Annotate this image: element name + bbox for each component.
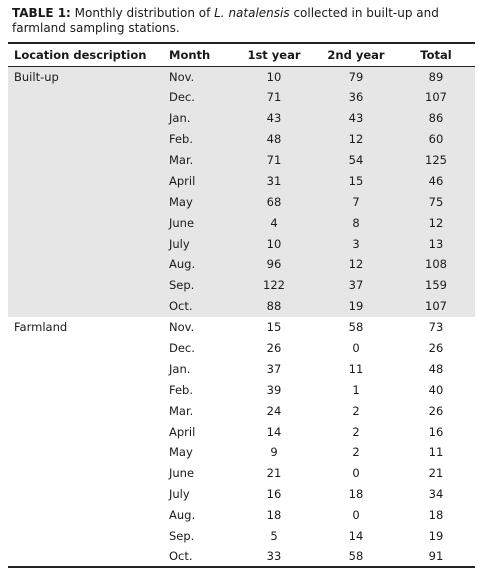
table-row (8, 421, 475, 442)
location-cell (8, 400, 163, 421)
year2-cell: 8 (315, 212, 397, 233)
year1-cell: 37 (266, 361, 282, 376)
total-cell: 107 (397, 87, 475, 108)
month-cell: Sep. (163, 275, 233, 296)
table-row (8, 296, 475, 317)
year2-cell: 14 (348, 529, 364, 544)
month-cell: May (169, 445, 193, 460)
total-cell: 125 (397, 150, 475, 171)
month-cell: April (163, 170, 233, 191)
total-cell: 108 (397, 254, 475, 275)
month-cell: Aug. (163, 254, 233, 275)
table-row (8, 129, 475, 150)
year2-cell: 12 (315, 254, 397, 275)
year2-cell: 0 (352, 508, 360, 523)
location-cell (8, 212, 163, 233)
caption-text-post: collected in built-up and farmland sampling stations. (12, 6, 439, 35)
location-cell (8, 379, 163, 400)
year1-cell: 18 (266, 508, 282, 523)
total-cell: 21 (428, 466, 444, 481)
year2-cell: 2 (352, 445, 360, 460)
year1-cell: 48 (233, 129, 315, 150)
location-cell (8, 546, 163, 567)
year2-cell: 36 (315, 87, 397, 108)
month-cell: Oct. (163, 546, 233, 567)
year1-cell: 96 (233, 254, 315, 275)
year2-cell: 3 (315, 233, 397, 254)
year2-cell: 12 (315, 129, 397, 150)
total-cell: 40 (428, 382, 444, 397)
year1-cell: 5 (270, 529, 278, 544)
location-cell (8, 275, 163, 296)
location-cell (8, 150, 163, 171)
year2-cell: 43 (315, 108, 397, 129)
year1-cell: 31 (233, 170, 315, 191)
year2-cell: 11 (348, 361, 364, 376)
year1-cell: 9 (270, 445, 278, 460)
total-cell: 46 (397, 170, 475, 191)
total-cell: 26 (428, 341, 444, 356)
table-row (8, 379, 475, 400)
table-row (8, 546, 475, 567)
total-cell: 86 (397, 108, 475, 129)
year1-cell: 15 (266, 320, 282, 335)
year1-cell: 10 (233, 66, 315, 87)
year1-cell: 4 (233, 212, 315, 233)
total-cell: 159 (397, 275, 475, 296)
year1-cell: 39 (266, 382, 282, 397)
table-row (8, 275, 475, 296)
table-row (8, 505, 475, 526)
year2-cell: 2 (352, 403, 360, 418)
table-row (8, 317, 475, 338)
month-cell: Jan. (163, 108, 233, 129)
table-row (8, 150, 475, 171)
year1-cell: 71 (233, 87, 315, 108)
month-cell: Sep. (169, 529, 195, 544)
total-cell: 19 (428, 529, 444, 544)
total-cell: 60 (397, 129, 475, 150)
year1-cell: 26 (266, 341, 282, 356)
year1-cell: 88 (233, 296, 315, 317)
group-farmland (8, 317, 475, 568)
year1-cell: 14 (266, 424, 282, 439)
year2-cell: 54 (315, 150, 397, 171)
total-cell: 12 (397, 212, 475, 233)
location-cell (8, 170, 163, 191)
table-row (8, 442, 475, 463)
location-cell (8, 358, 163, 379)
total-cell: 73 (428, 320, 444, 335)
year2-cell: 19 (315, 296, 397, 317)
year2-cell: 58 (348, 320, 364, 335)
location-cell (8, 463, 163, 484)
month-cell: June (169, 466, 195, 481)
month-cell: Jan. (169, 361, 191, 376)
month-cell: Feb. (169, 382, 194, 397)
year1-cell: 16 (266, 487, 282, 502)
total-cell: 34 (428, 487, 444, 502)
total-cell: 16 (428, 424, 444, 439)
table-caption (12, 6, 472, 36)
table-row (8, 170, 475, 191)
table-row (8, 233, 475, 254)
year2-cell: 79 (315, 66, 397, 87)
header-row (8, 43, 475, 66)
location-cell (8, 526, 163, 547)
distribution-table (8, 42, 475, 568)
month-cell: Mar. (169, 403, 194, 418)
year1-cell: 68 (233, 191, 315, 212)
month-cell: Nov. (163, 66, 233, 87)
year2-cell: 58 (315, 546, 397, 567)
table-row (8, 212, 475, 233)
total-cell: 75 (397, 191, 475, 212)
table-row (8, 191, 475, 212)
header-year1: 1st year (233, 43, 315, 66)
month-cell: Dec. (163, 87, 233, 108)
location-cell (8, 87, 163, 108)
total-cell: 48 (428, 361, 444, 376)
header-location: Location description (8, 43, 163, 66)
month-cell: July (169, 487, 190, 502)
location-cell (8, 254, 163, 275)
year1-cell: 43 (233, 108, 315, 129)
table-row (8, 108, 475, 129)
table-row (8, 87, 475, 108)
caption-species: L. natalensis (214, 6, 290, 20)
month-cell: Nov. (169, 320, 195, 335)
table-row (8, 526, 475, 547)
table-row (8, 358, 475, 379)
year2-cell: 18 (348, 487, 364, 502)
total-cell: 13 (397, 233, 475, 254)
location-cell (8, 421, 163, 442)
table-row (8, 484, 475, 505)
year1-cell: 33 (233, 546, 315, 567)
table-row (8, 254, 475, 275)
year1-cell: 10 (233, 233, 315, 254)
location-cell (8, 442, 163, 463)
total-cell: 107 (397, 296, 475, 317)
year2-cell: 15 (315, 170, 397, 191)
table-row (8, 338, 475, 359)
table-row (8, 400, 475, 421)
year2-cell: 0 (352, 341, 360, 356)
total-cell: 18 (428, 508, 444, 523)
location-cell: Built-up (8, 66, 163, 87)
year2-cell: 7 (315, 191, 397, 212)
month-cell: June (163, 212, 233, 233)
year1-cell: 71 (233, 150, 315, 171)
location-cell (8, 233, 163, 254)
table-row (8, 463, 475, 484)
location-cell (8, 505, 163, 526)
month-cell: Oct. (163, 296, 233, 317)
total-cell: 89 (397, 66, 475, 87)
location-cell: Farmland (14, 320, 68, 335)
year2-cell: 37 (315, 275, 397, 296)
location-cell (8, 108, 163, 129)
year1-cell: 24 (266, 403, 282, 418)
location-cell (8, 296, 163, 317)
location-cell (8, 129, 163, 150)
total-cell: 91 (397, 546, 475, 567)
month-cell: May (163, 191, 233, 212)
month-cell: Feb. (163, 129, 233, 150)
month-cell: Mar. (163, 150, 233, 171)
location-cell (8, 484, 163, 505)
header-month: Month (163, 43, 233, 66)
month-cell: July (163, 233, 233, 254)
month-cell: Dec. (169, 341, 195, 356)
month-cell: April (169, 424, 196, 439)
location-cell (8, 191, 163, 212)
year1-cell: 122 (233, 275, 315, 296)
group-built-up (8, 66, 475, 317)
caption-text-pre: Monthly distribution of (70, 6, 215, 20)
month-cell: Aug. (169, 508, 196, 523)
caption-label: TABLE 1: (12, 6, 71, 20)
total-cell: 11 (428, 445, 444, 460)
header-total: Total (397, 43, 475, 66)
year2-cell: 0 (352, 466, 360, 481)
location-cell (8, 338, 163, 359)
table-row (8, 66, 475, 87)
header-year2: 2nd year (315, 43, 397, 66)
total-cell: 26 (428, 403, 444, 418)
year2-cell: 2 (352, 424, 360, 439)
year1-cell: 21 (266, 466, 282, 481)
year2-cell: 1 (352, 382, 360, 397)
